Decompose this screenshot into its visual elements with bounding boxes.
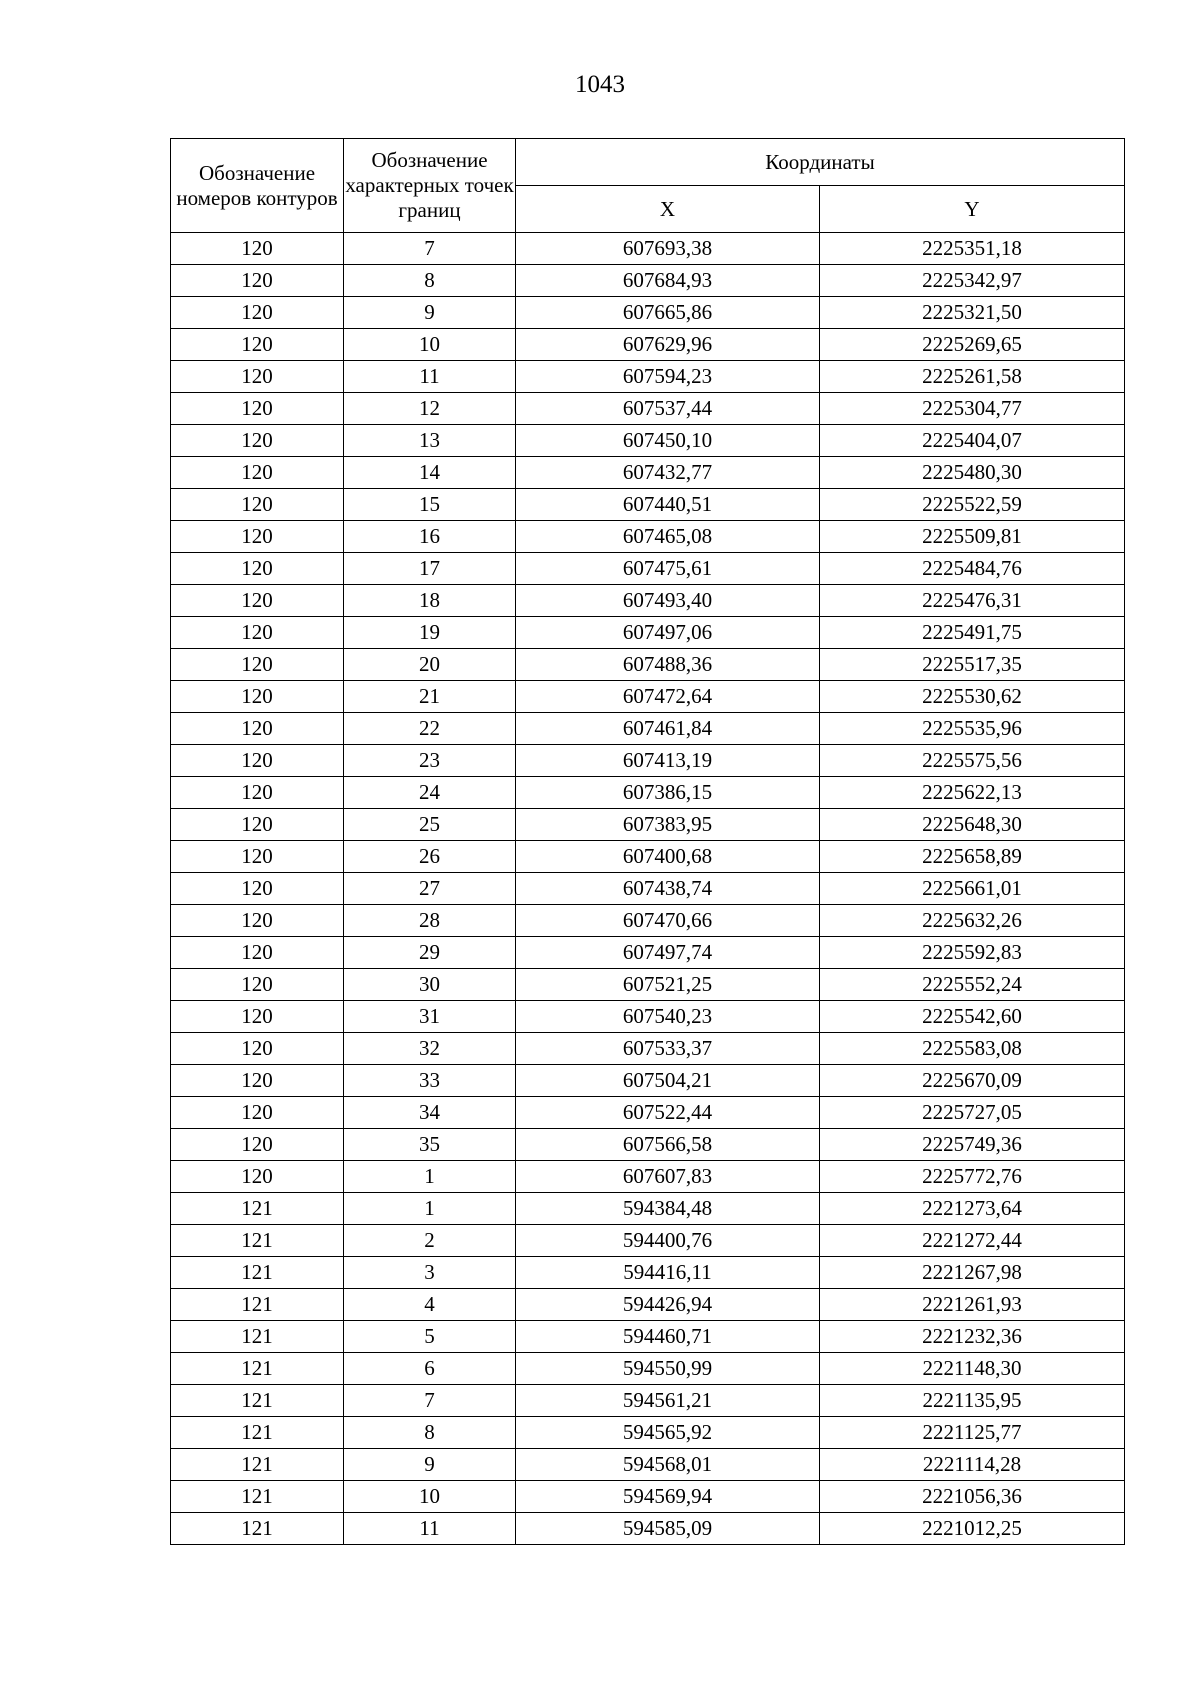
page-number: 1043	[575, 71, 625, 98]
x-coordinate-cell: 594565,92	[516, 1417, 820, 1449]
x-coordinate-cell: 594569,94	[516, 1481, 820, 1513]
point-number-cell: 14	[344, 457, 516, 489]
point-number-cell: 11	[344, 1513, 516, 1545]
x-coordinate-cell: 607566,58	[516, 1129, 820, 1161]
contour-number-cell: 120	[171, 233, 344, 265]
point-number-cell: 32	[344, 1033, 516, 1065]
x-coordinate-cell: 594550,99	[516, 1353, 820, 1385]
y-coordinate-cell: 2221273,64	[820, 1193, 1125, 1225]
y-coordinate-cell: 2225522,59	[820, 489, 1125, 521]
x-coordinate-cell: 607472,64	[516, 681, 820, 713]
table-row	[171, 1033, 1125, 1065]
contour-number-cell: 120	[171, 1129, 344, 1161]
contour-number-cell: 121	[171, 1225, 344, 1257]
table-row	[171, 617, 1125, 649]
table-row	[171, 585, 1125, 617]
y-coordinate-cell: 2221232,36	[820, 1321, 1125, 1353]
x-coordinate-cell: 607465,08	[516, 521, 820, 553]
y-coordinate-cell: 2225321,50	[820, 297, 1125, 329]
header-y: Y	[820, 186, 1125, 233]
point-number-cell: 6	[344, 1353, 516, 1385]
contour-number-cell: 120	[171, 1097, 344, 1129]
header-x: X	[516, 186, 820, 233]
point-number-cell: 8	[344, 265, 516, 297]
y-coordinate-cell: 2225632,26	[820, 905, 1125, 937]
x-coordinate-cell: 607383,95	[516, 809, 820, 841]
table-row	[171, 1257, 1125, 1289]
y-coordinate-cell: 2221114,28	[820, 1449, 1125, 1481]
table-body	[171, 233, 1125, 1545]
contour-number-cell: 120	[171, 521, 344, 553]
x-coordinate-cell: 607629,96	[516, 329, 820, 361]
y-coordinate-cell: 2225304,77	[820, 393, 1125, 425]
point-number-cell: 9	[344, 1449, 516, 1481]
contour-number-cell: 121	[171, 1257, 344, 1289]
x-coordinate-cell: 607504,21	[516, 1065, 820, 1097]
point-number-cell: 4	[344, 1289, 516, 1321]
table-row	[171, 1129, 1125, 1161]
table-row	[171, 873, 1125, 905]
point-number-cell: 26	[344, 841, 516, 873]
table-row	[171, 937, 1125, 969]
table-row	[171, 1353, 1125, 1385]
x-coordinate-cell: 607533,37	[516, 1033, 820, 1065]
y-coordinate-cell: 2225351,18	[820, 233, 1125, 265]
x-coordinate-cell: 594384,48	[516, 1193, 820, 1225]
contour-number-cell: 121	[171, 1417, 344, 1449]
y-coordinate-cell: 2225670,09	[820, 1065, 1125, 1097]
table-row	[171, 1385, 1125, 1417]
contour-number-cell: 120	[171, 1033, 344, 1065]
table-row	[171, 841, 1125, 873]
y-coordinate-cell: 2221261,93	[820, 1289, 1125, 1321]
y-coordinate-cell: 2225484,76	[820, 553, 1125, 585]
point-number-cell: 5	[344, 1321, 516, 1353]
point-number-cell: 25	[344, 809, 516, 841]
x-coordinate-cell: 607438,74	[516, 873, 820, 905]
x-coordinate-cell: 607386,15	[516, 777, 820, 809]
y-coordinate-cell: 2225727,05	[820, 1097, 1125, 1129]
contour-number-cell: 120	[171, 745, 344, 777]
y-coordinate-cell: 2221267,98	[820, 1257, 1125, 1289]
table-row	[171, 1513, 1125, 1545]
x-coordinate-cell: 607665,86	[516, 297, 820, 329]
point-number-cell: 21	[344, 681, 516, 713]
point-number-cell: 7	[344, 1385, 516, 1417]
contour-number-cell: 120	[171, 713, 344, 745]
x-coordinate-cell: 594460,71	[516, 1321, 820, 1353]
y-coordinate-cell: 2225535,96	[820, 713, 1125, 745]
y-coordinate-cell: 2225491,75	[820, 617, 1125, 649]
point-number-cell: 1	[344, 1193, 516, 1225]
y-coordinate-cell: 2225517,35	[820, 649, 1125, 681]
point-number-cell: 22	[344, 713, 516, 745]
table-row	[171, 905, 1125, 937]
point-number-cell: 31	[344, 1001, 516, 1033]
table-row	[171, 361, 1125, 393]
contour-number-cell: 120	[171, 681, 344, 713]
y-coordinate-cell: 2221125,77	[820, 1417, 1125, 1449]
point-number-cell: 2	[344, 1225, 516, 1257]
y-coordinate-cell: 2225261,58	[820, 361, 1125, 393]
point-number-cell: 27	[344, 873, 516, 905]
x-coordinate-cell: 607432,77	[516, 457, 820, 489]
table-row	[171, 1097, 1125, 1129]
contour-number-cell: 120	[171, 841, 344, 873]
contour-number-cell: 120	[171, 425, 344, 457]
point-number-cell: 19	[344, 617, 516, 649]
table-row	[171, 297, 1125, 329]
contour-number-cell: 121	[171, 1193, 344, 1225]
x-coordinate-cell: 607497,06	[516, 617, 820, 649]
contour-number-cell: 120	[171, 617, 344, 649]
table-row	[171, 393, 1125, 425]
x-coordinate-cell: 607607,83	[516, 1161, 820, 1193]
table-row	[171, 1193, 1125, 1225]
header-coordinates: Координаты	[516, 139, 1125, 186]
y-coordinate-cell: 2225592,83	[820, 937, 1125, 969]
x-coordinate-cell: 594568,01	[516, 1449, 820, 1481]
point-number-cell: 20	[344, 649, 516, 681]
x-coordinate-cell: 607521,25	[516, 969, 820, 1001]
table-row	[171, 1417, 1125, 1449]
contour-number-cell: 120	[171, 1001, 344, 1033]
x-coordinate-cell: 607450,10	[516, 425, 820, 457]
table-row	[171, 1481, 1125, 1513]
point-number-cell: 10	[344, 1481, 516, 1513]
table-row	[171, 1225, 1125, 1257]
contour-number-cell: 120	[171, 329, 344, 361]
contour-number-cell: 120	[171, 457, 344, 489]
point-number-cell: 34	[344, 1097, 516, 1129]
point-number-cell: 11	[344, 361, 516, 393]
x-coordinate-cell: 607400,68	[516, 841, 820, 873]
point-number-cell: 9	[344, 297, 516, 329]
x-coordinate-cell: 607493,40	[516, 585, 820, 617]
y-coordinate-cell: 2225583,08	[820, 1033, 1125, 1065]
contour-number-cell: 121	[171, 1513, 344, 1545]
point-number-cell: 33	[344, 1065, 516, 1097]
y-coordinate-cell: 2225575,56	[820, 745, 1125, 777]
x-coordinate-cell: 607594,23	[516, 361, 820, 393]
y-coordinate-cell: 2225749,36	[820, 1129, 1125, 1161]
x-coordinate-cell: 594561,21	[516, 1385, 820, 1417]
x-coordinate-cell: 594400,76	[516, 1225, 820, 1257]
contour-number-cell: 121	[171, 1353, 344, 1385]
y-coordinate-cell: 2225342,97	[820, 265, 1125, 297]
y-coordinate-cell: 2221012,25	[820, 1513, 1125, 1545]
x-coordinate-cell: 607440,51	[516, 489, 820, 521]
contour-number-cell: 120	[171, 265, 344, 297]
contour-number-cell: 120	[171, 649, 344, 681]
contour-number-cell: 120	[171, 777, 344, 809]
x-coordinate-cell: 607684,93	[516, 265, 820, 297]
table-row	[171, 265, 1125, 297]
y-coordinate-cell: 2225476,31	[820, 585, 1125, 617]
y-coordinate-cell: 2221272,44	[820, 1225, 1125, 1257]
y-coordinate-cell: 2221056,36	[820, 1481, 1125, 1513]
table-row	[171, 969, 1125, 1001]
y-coordinate-cell: 2225661,01	[820, 873, 1125, 905]
y-coordinate-cell: 2225542,60	[820, 1001, 1125, 1033]
table-row	[171, 745, 1125, 777]
x-coordinate-cell: 607470,66	[516, 905, 820, 937]
table-row	[171, 1161, 1125, 1193]
x-coordinate-cell: 607488,36	[516, 649, 820, 681]
point-number-cell: 24	[344, 777, 516, 809]
contour-number-cell: 120	[171, 1065, 344, 1097]
point-number-cell: 35	[344, 1129, 516, 1161]
header-contour-numbers: Обозначение номеров контуров	[171, 139, 344, 233]
y-coordinate-cell: 2225509,81	[820, 521, 1125, 553]
point-number-cell: 30	[344, 969, 516, 1001]
x-coordinate-cell: 607537,44	[516, 393, 820, 425]
point-number-cell: 1	[344, 1161, 516, 1193]
contour-number-cell: 121	[171, 1449, 344, 1481]
point-number-cell: 17	[344, 553, 516, 585]
contour-number-cell: 120	[171, 1161, 344, 1193]
contour-number-cell: 120	[171, 809, 344, 841]
y-coordinate-cell: 2225530,62	[820, 681, 1125, 713]
contour-number-cell: 121	[171, 1385, 344, 1417]
contour-number-cell: 120	[171, 905, 344, 937]
contour-number-cell: 120	[171, 489, 344, 521]
table-row	[171, 1065, 1125, 1097]
y-coordinate-cell: 2225480,30	[820, 457, 1125, 489]
contour-number-cell: 120	[171, 297, 344, 329]
table-row	[171, 1449, 1125, 1481]
point-number-cell: 8	[344, 1417, 516, 1449]
point-number-cell: 10	[344, 329, 516, 361]
point-number-cell: 16	[344, 521, 516, 553]
point-number-cell: 29	[344, 937, 516, 969]
point-number-cell: 7	[344, 233, 516, 265]
table-row	[171, 489, 1125, 521]
contour-number-cell: 120	[171, 393, 344, 425]
point-number-cell: 12	[344, 393, 516, 425]
x-coordinate-cell: 607413,19	[516, 745, 820, 777]
table-row	[171, 1001, 1125, 1033]
x-coordinate-cell: 594416,11	[516, 1257, 820, 1289]
y-coordinate-cell: 2225269,65	[820, 329, 1125, 361]
point-number-cell: 3	[344, 1257, 516, 1289]
table-row	[171, 233, 1125, 265]
y-coordinate-cell: 2225552,24	[820, 969, 1125, 1001]
contour-number-cell: 120	[171, 585, 344, 617]
point-number-cell: 13	[344, 425, 516, 457]
x-coordinate-cell: 594426,94	[516, 1289, 820, 1321]
point-number-cell: 28	[344, 905, 516, 937]
y-coordinate-cell: 2225772,76	[820, 1161, 1125, 1193]
table-row	[171, 1321, 1125, 1353]
x-coordinate-cell: 607497,74	[516, 937, 820, 969]
table-row	[171, 553, 1125, 585]
y-coordinate-cell: 2221135,95	[820, 1385, 1125, 1417]
table-row	[171, 649, 1125, 681]
table-row	[171, 809, 1125, 841]
x-coordinate-cell: 607475,61	[516, 553, 820, 585]
table-row	[171, 425, 1125, 457]
table-row	[171, 521, 1125, 553]
contour-number-cell: 120	[171, 937, 344, 969]
x-coordinate-cell: 607693,38	[516, 233, 820, 265]
coordinates-table	[170, 138, 1125, 1545]
point-number-cell: 18	[344, 585, 516, 617]
y-coordinate-cell: 2225648,30	[820, 809, 1125, 841]
table-row	[171, 681, 1125, 713]
point-number-cell: 23	[344, 745, 516, 777]
contour-number-cell: 121	[171, 1289, 344, 1321]
table-row	[171, 457, 1125, 489]
y-coordinate-cell: 2221148,30	[820, 1353, 1125, 1385]
y-coordinate-cell: 2225622,13	[820, 777, 1125, 809]
table-row	[171, 713, 1125, 745]
point-number-cell: 15	[344, 489, 516, 521]
x-coordinate-cell: 607540,23	[516, 1001, 820, 1033]
contour-number-cell: 121	[171, 1321, 344, 1353]
y-coordinate-cell: 2225658,89	[820, 841, 1125, 873]
contour-number-cell: 120	[171, 873, 344, 905]
table-row	[171, 777, 1125, 809]
header-boundary-points: Обозначение характерных точек границ	[344, 139, 516, 233]
contour-number-cell: 120	[171, 969, 344, 1001]
x-coordinate-cell: 607461,84	[516, 713, 820, 745]
contour-number-cell: 121	[171, 1481, 344, 1513]
contour-number-cell: 120	[171, 361, 344, 393]
x-coordinate-cell: 607522,44	[516, 1097, 820, 1129]
x-coordinate-cell: 594585,09	[516, 1513, 820, 1545]
y-coordinate-cell: 2225404,07	[820, 425, 1125, 457]
contour-number-cell: 120	[171, 553, 344, 585]
table-row	[171, 1289, 1125, 1321]
table-row	[171, 329, 1125, 361]
